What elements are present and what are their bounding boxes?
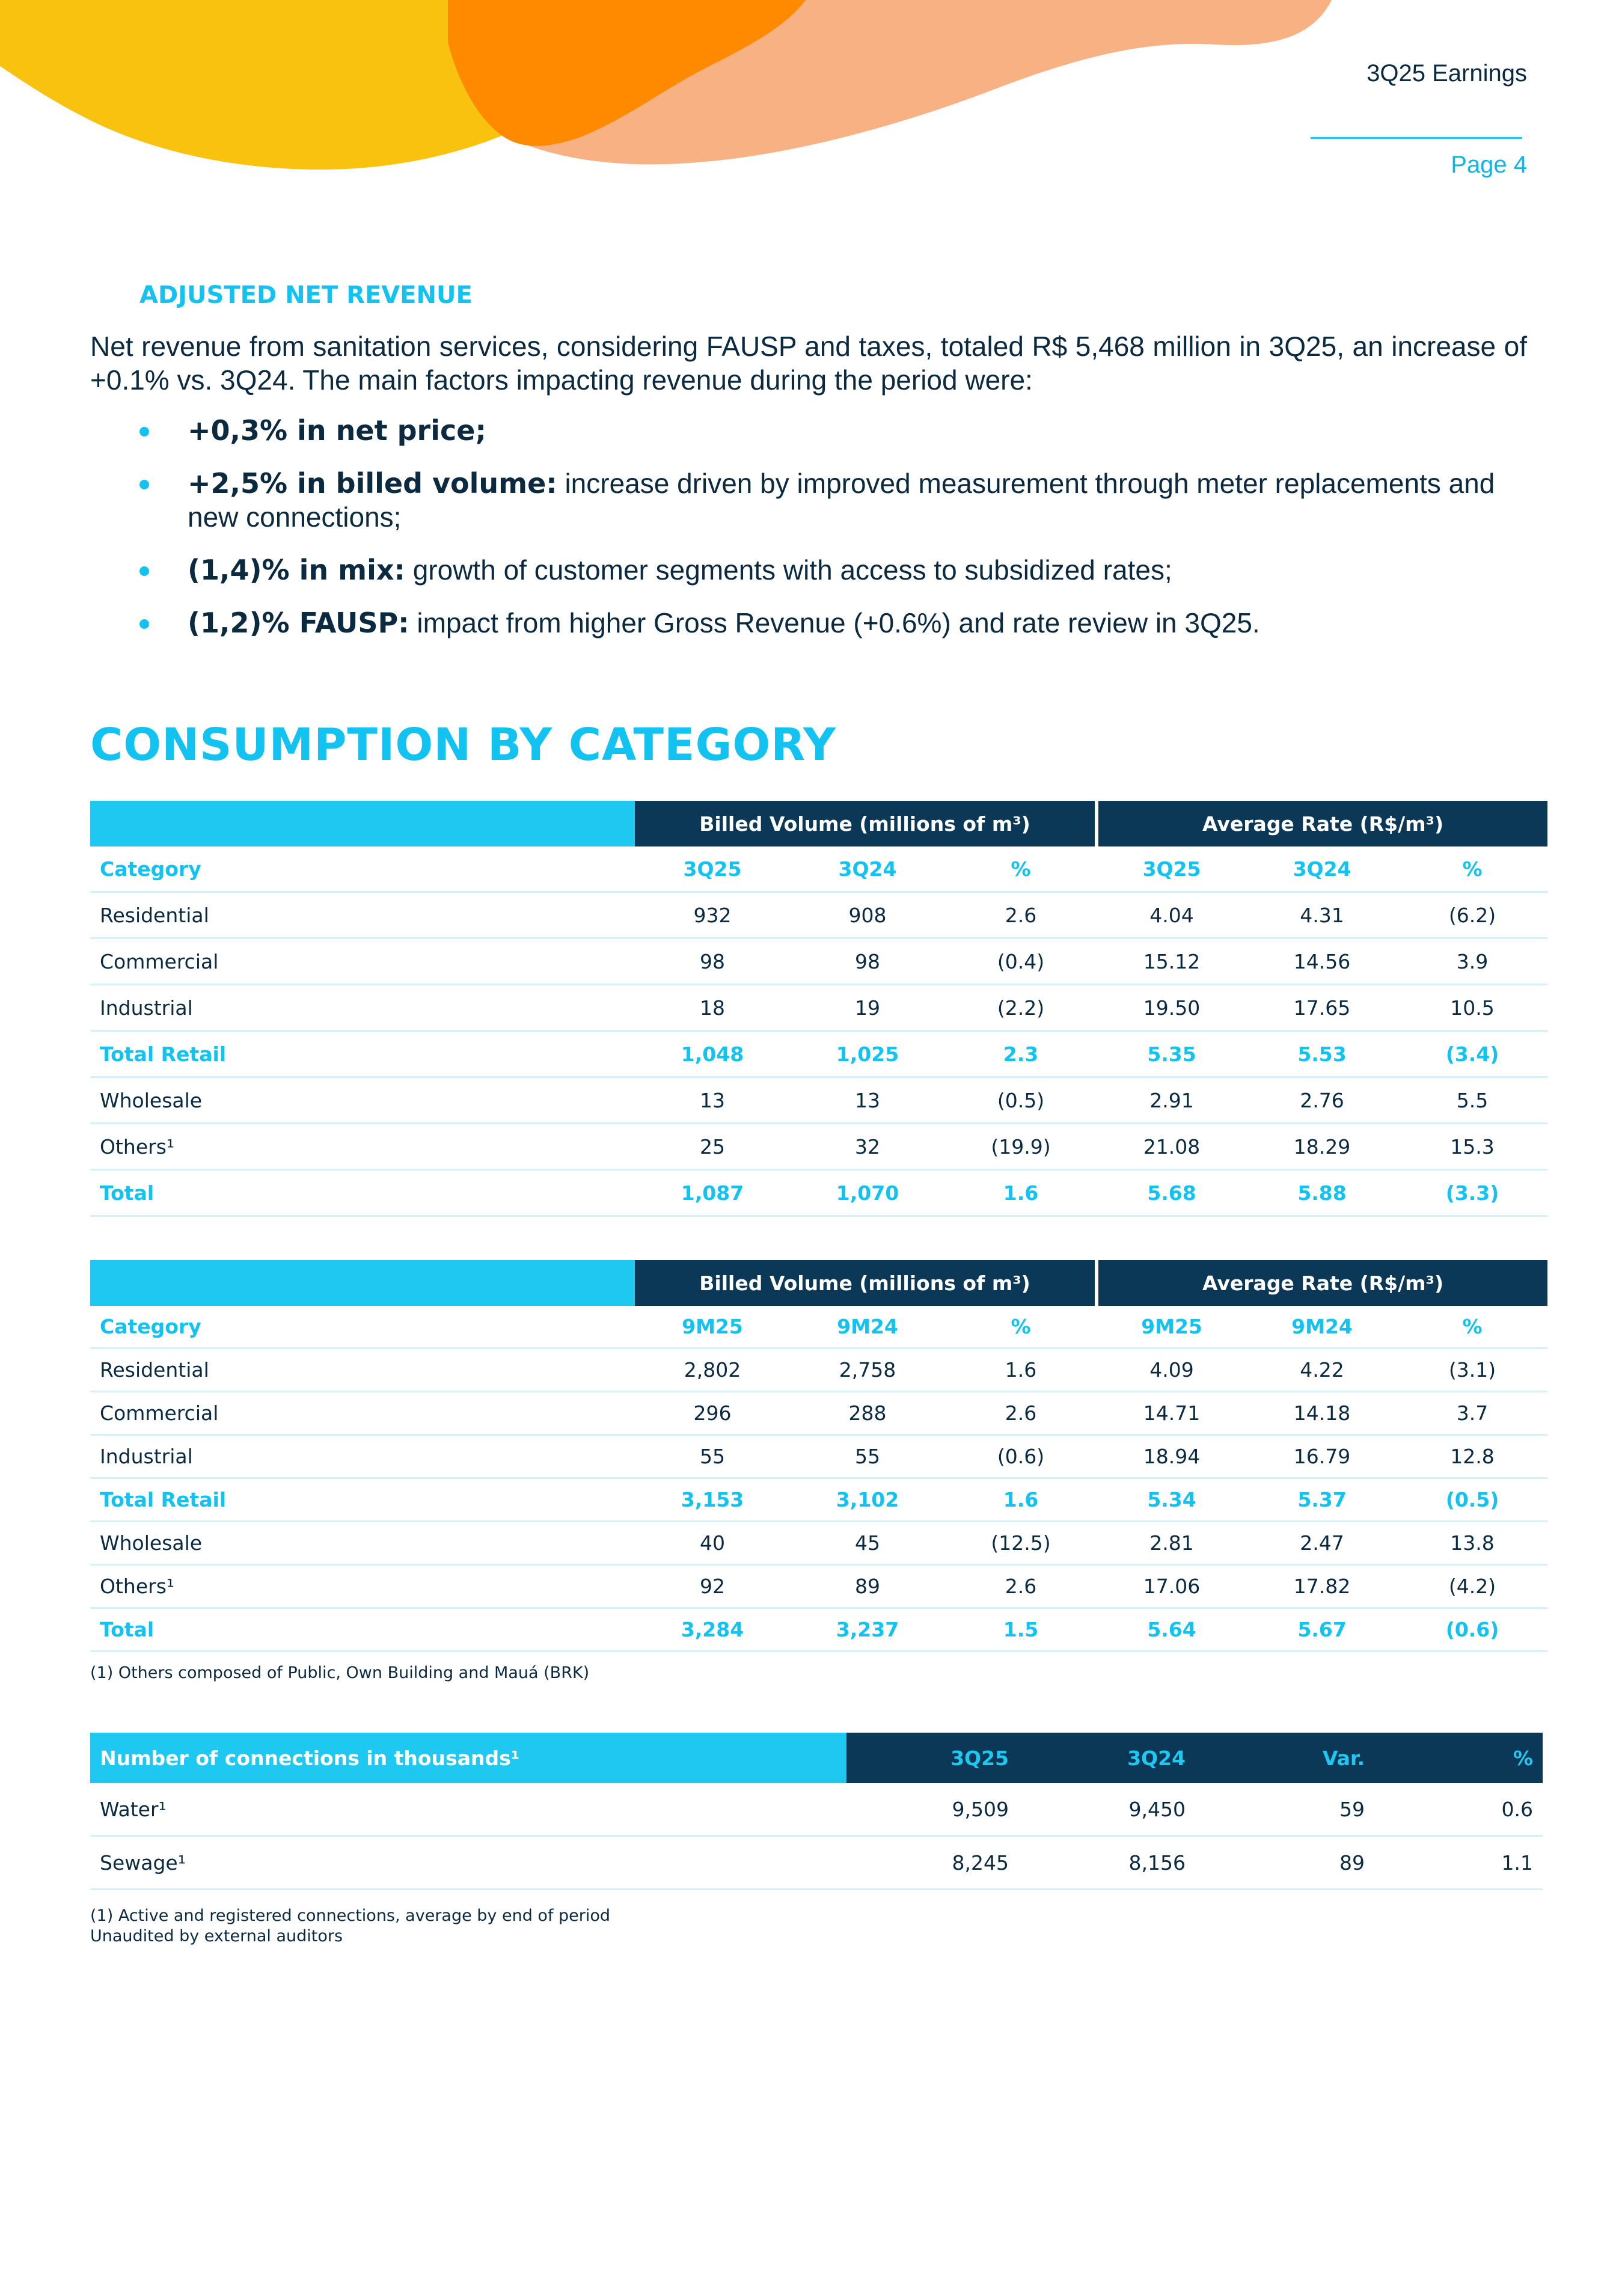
table-cell: 1,025 [790,1031,945,1077]
table-cell: 4.22 [1247,1349,1397,1392]
table-cell: 18 [635,985,790,1031]
table-cell: 14.56 [1247,938,1397,985]
table-cell: (0.5) [1397,1478,1547,1522]
list-item [90,606,1527,640]
table-group-header [90,1260,1547,1306]
table-cell: 15.12 [1097,938,1247,985]
group-header-volume: Billed Volume (millions of m³) [635,1260,1097,1306]
column-header-category: Category [90,846,635,892]
consumption-ninemonths-table [90,1260,1547,1652]
table-cell: 13 [790,1077,945,1124]
header-decoration [0,0,1616,180]
table-row [90,1349,1547,1392]
list-item [90,414,1527,447]
bullet-icon [139,480,149,489]
table-cell: 59 [1195,1783,1374,1836]
column-header: % [1374,1733,1543,1783]
table-cell: (0.6) [945,1435,1097,1478]
column-header-category: Category [90,1306,635,1349]
table-cell: 55 [635,1435,790,1478]
column-header: 3Q25 [1097,846,1247,892]
table-cell: (6.2) [1397,892,1547,938]
table-cell: (0.6) [1397,1608,1547,1652]
table-group-header [90,801,1547,846]
row-label: Residential [90,892,635,938]
table-cell: (0.4) [945,938,1097,985]
table-cell: 8,245 [846,1836,1018,1890]
table-cell: (12.5) [945,1522,1097,1565]
table-cell: 92 [635,1565,790,1608]
row-label: Industrial [90,1435,635,1478]
table-cell: 10.5 [1397,985,1547,1031]
column-header: 9M25 [1097,1306,1247,1349]
table-cell: 14.71 [1097,1392,1247,1435]
list-item [90,467,1527,534]
table-cell: 296 [635,1392,790,1435]
table-cell: 1.1 [1374,1836,1543,1890]
row-label: Others¹ [90,1124,635,1170]
table-row [90,1565,1547,1608]
table-row [90,1077,1547,1124]
row-label: Water¹ [90,1783,846,1836]
table-column-header [90,1306,1547,1349]
row-label: Wholesale [90,1522,635,1565]
group-header-spacer [90,1260,635,1306]
column-header: % [945,1306,1097,1349]
list-item [90,553,1527,587]
column-header: 9M25 [635,1306,790,1349]
table-cell: 2,758 [790,1349,945,1392]
table-cell: 5.64 [1097,1608,1247,1652]
table-cell: 2.47 [1247,1522,1397,1565]
revenue-factors-list [90,414,1527,659]
table-cell: 19 [790,985,945,1031]
table-row [90,1031,1547,1077]
table-cell: 17.65 [1247,985,1397,1031]
table-cell: 14.18 [1247,1392,1397,1435]
table-cell: 5.88 [1247,1170,1397,1216]
table-cell: 8,156 [1018,1836,1195,1890]
row-label: Industrial [90,985,635,1031]
table-cell: 32 [790,1124,945,1170]
consumption-footnote: (1) Others composed of Public, Own Building and Mauá (BRK) [90,1664,590,1682]
revenue-paragraph: Net revenue from sanitation services, considering FAUSP and taxes, totaled R$ 5,468 million in 3Q25, an increase of +0.1% vs. 3Q24. The main factors impacting revenue during the period were: [90,331,1527,396]
table-row [90,1522,1547,1565]
bullet-icon [139,566,149,576]
bullet-icon [139,427,149,436]
table-row [90,938,1547,985]
column-header: Var. [1195,1733,1374,1783]
table-row [90,1783,1543,1836]
table-cell: (3.4) [1397,1031,1547,1077]
table-cell: 98 [790,938,945,985]
table-cell: 55 [790,1435,945,1478]
table-cell: 4.04 [1097,892,1247,938]
table-cell: 5.68 [1097,1170,1247,1216]
table-cell: 3,102 [790,1478,945,1522]
table-cell: (2.2) [945,985,1097,1031]
column-header: 3Q24 [1018,1733,1195,1783]
table-cell: 3.7 [1397,1392,1547,1435]
table-cell: 89 [790,1565,945,1608]
bullet-text: increase driven by improved measurement through meter replacements and new connections; [188,468,1495,533]
table-cell: 25 [635,1124,790,1170]
table-cell: 1,048 [635,1031,790,1077]
table-row [90,892,1547,938]
table-cell: 45 [790,1522,945,1565]
header-divider [1311,137,1522,139]
table-cell: 18.29 [1247,1124,1397,1170]
table-cell: 5.5 [1397,1077,1547,1124]
table-row [90,1608,1547,1652]
group-header-rate: Average Rate (R$/m³) [1097,1260,1547,1306]
yellow-shape [0,0,517,170]
column-header: 9M24 [790,1306,945,1349]
row-label: Total Retail [90,1478,635,1522]
column-header: % [945,846,1097,892]
bullet-bold: +0,3% in net price; [188,414,486,447]
table-cell: (3.1) [1397,1349,1547,1392]
table-cell: 15.3 [1397,1124,1547,1170]
table-cell: 3,153 [635,1478,790,1522]
table-cell: 0.6 [1374,1783,1543,1836]
column-header: 9M24 [1247,1306,1397,1349]
column-header: % [1397,1306,1547,1349]
table-cell: 40 [635,1522,790,1565]
column-header: 3Q24 [790,846,945,892]
row-label: Commercial [90,938,635,985]
section-subtitle: ADJUSTED NET REVENUE [139,281,473,309]
table-cell: (3.3) [1397,1170,1547,1216]
column-header: 3Q25 [846,1733,1018,1783]
table-row [90,1392,1547,1435]
table-cell: 1,070 [790,1170,945,1216]
table-cell: 2.81 [1097,1522,1247,1565]
bullet-icon [139,619,149,629]
table-cell: 18.94 [1097,1435,1247,1478]
table-column-header [90,846,1547,892]
bullet-text: impact from higher Gross Revenue (+0.6%) and rate review in 3Q25. [409,607,1260,638]
column-header: % [1397,846,1547,892]
table-row [90,1435,1547,1478]
table-cell: (0.5) [945,1077,1097,1124]
table-cell: 288 [790,1392,945,1435]
bullet-text: growth of customer segments with access to subsidized rates; [405,554,1172,586]
table-cell: 5.37 [1247,1478,1397,1522]
table-cell: 4.31 [1247,892,1397,938]
table-cell: 2.76 [1247,1077,1397,1124]
report-title: 3Q25 Earnings [1367,60,1527,87]
row-label: Total [90,1608,635,1652]
row-label: Others¹ [90,1565,635,1608]
table-cell: 13 [635,1077,790,1124]
group-header-rate: Average Rate (R$/m³) [1097,801,1547,846]
table-cell: 9,450 [1018,1783,1195,1836]
table-cell: 3,237 [790,1608,945,1652]
bullet-bold: (1,2)% FAUSP: [188,607,409,639]
table-cell: 2.6 [945,1392,1097,1435]
table-cell: 3,284 [635,1608,790,1652]
table-cell: 2.91 [1097,1077,1247,1124]
table-cell: 1,087 [635,1170,790,1216]
table-cell: 2,802 [635,1349,790,1392]
connections-table [90,1733,1543,1890]
table-row [90,1124,1547,1170]
table-row [90,1836,1543,1890]
row-label: Residential [90,1349,635,1392]
row-label: Total Retail [90,1031,635,1077]
table-cell: 17.82 [1247,1565,1397,1608]
table-cell: 4.09 [1097,1349,1247,1392]
table-cell: 908 [790,892,945,938]
table-cell: 21.08 [1097,1124,1247,1170]
connections-footnote: (1) Active and registered connections, average by end of period [90,1906,611,1925]
table-cell: 13.8 [1397,1522,1547,1565]
consumption-quarter-table [90,801,1547,1217]
column-header-title: Number of connections in thousands¹ [90,1733,846,1783]
row-label: Sewage¹ [90,1836,846,1890]
table-cell: 98 [635,938,790,985]
table-cell: (4.2) [1397,1565,1547,1608]
table-cell: (19.9) [945,1124,1097,1170]
row-label: Wholesale [90,1077,635,1124]
table-cell: 2.3 [945,1031,1097,1077]
group-header-volume: Billed Volume (millions of m³) [635,801,1097,846]
table-cell: 5.34 [1097,1478,1247,1522]
table-cell: 2.6 [945,892,1097,938]
table-cell: 5.53 [1247,1031,1397,1077]
table-cell: 1.6 [945,1170,1097,1216]
column-header: 3Q25 [635,846,790,892]
group-header-spacer [90,801,635,846]
table-cell: 2.6 [945,1565,1097,1608]
table-cell: 5.35 [1097,1031,1247,1077]
table-cell: 17.06 [1097,1565,1247,1608]
table-cell: 89 [1195,1836,1374,1890]
section-title: CONSUMPTION BY CATEGORY [90,719,836,771]
table-cell: 16.79 [1247,1435,1397,1478]
table-cell: 932 [635,892,790,938]
table-cell: 1.6 [945,1478,1097,1522]
table-row [90,985,1547,1031]
table-cell: 19.50 [1097,985,1247,1031]
table-row [90,1170,1547,1216]
page-number: Page 4 [1451,152,1527,178]
table-cell: 5.67 [1247,1608,1397,1652]
table-row [90,1478,1547,1522]
table-cell: 1.5 [945,1608,1097,1652]
table-cell: 1.6 [945,1349,1097,1392]
audit-note: Unaudited by external auditors [90,1927,343,1945]
bullet-bold: (1,4)% in mix: [188,554,405,586]
connections-header [90,1733,1543,1783]
column-header: 3Q24 [1247,846,1397,892]
row-label: Total [90,1170,635,1216]
bullet-bold: +2,5% in billed volume: [188,467,557,500]
row-label: Commercial [90,1392,635,1435]
table-cell: 9,509 [846,1783,1018,1836]
table-cell: 3.9 [1397,938,1547,985]
table-cell: 12.8 [1397,1435,1547,1478]
